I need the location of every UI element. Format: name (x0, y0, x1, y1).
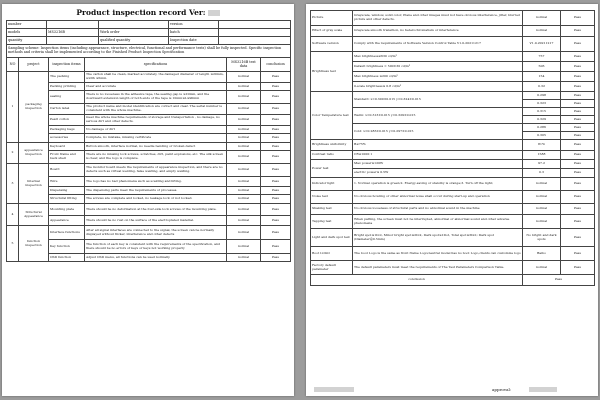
test-data-cell: normal (227, 115, 261, 126)
inspection-item-cell: Appearance (49, 216, 85, 226)
conclusion-row (311, 275, 595, 286)
table-row (311, 169, 595, 178)
specification-cell: Comply with the requirements of Software Version Control Table V1.0-20211217 (353, 37, 523, 52)
inspection-item-cell: Tapping test (311, 215, 353, 229)
approval-footer (312, 387, 592, 393)
meta-cell: quantity (7, 37, 47, 45)
specification-cell: meet the whole machine requirements of storage and transportation , no damage, no serious dirt and other defects. (85, 115, 227, 126)
specification-cell: The carton shall be clean, marked accurately, the damaged diameter or length ≤20mm, width ≤5mm. (85, 72, 227, 83)
table-row (7, 151, 291, 164)
sampling-scheme-text: Sampling scheme: Inspection items (including appearance, structure, electrical, functional and performance tests) shall be fully inspected. Specific inspection methods and criteria shall be implemented according to the Finished Product Inspection Specification (7, 45, 291, 58)
inspection-item-cell: OSD function (49, 254, 85, 262)
document-title (2, 8, 294, 17)
conclusion-cell: Pass (261, 115, 291, 126)
meta-cell (47, 37, 99, 45)
meta-cell (219, 21, 291, 29)
conclusion-cell: Pass (561, 11, 595, 26)
specification-cell: CR≥1000:1 (353, 151, 523, 160)
conclusion-cell: Pass (261, 104, 291, 115)
conclusion-cell: Pass (561, 116, 595, 124)
specification-cell: The product name and model identification are correct and clear. The serial number is consistent with the whole machine. (85, 104, 227, 115)
specification-cell: 1. Normal operation is green;2. Energy-saving or standby is orange;3. Turn off the light; (353, 178, 523, 191)
specification-cell: Default brightness = 500±30 cd/m² (353, 62, 523, 72)
conclusion-cell: Pass (561, 52, 595, 62)
meta-cell (219, 29, 291, 37)
table-row (311, 124, 595, 132)
inspection-item-cell: Pearl cotton (49, 115, 85, 126)
specification-cell: electric power≤ 0.5W (353, 169, 523, 178)
inspection-item-cell: Packing printing (49, 83, 85, 91)
conclusion-cell: Pass (261, 83, 291, 91)
table-row (311, 92, 595, 100)
test-data-cell: normal (523, 204, 561, 215)
test-data-cell: normal (227, 72, 261, 83)
meta-cell (219, 37, 291, 45)
header-no: NO (7, 58, 19, 72)
test-data-cell: 0.329 (523, 116, 561, 124)
table-row (7, 126, 291, 134)
test-data-cell: 506 (523, 62, 561, 72)
test-data-cell: normal (227, 164, 261, 177)
conclusion-cell: Pass (261, 164, 291, 177)
specification-cell: Adjust OSD menu, all functions can be used normally. (85, 254, 227, 262)
conclusion-cell: Pass (561, 82, 595, 92)
specification-cell: The function of each key is consistent with the requirements of the specification, and there should be no errors of keys or keys not working properly (85, 240, 227, 254)
inspection-item-cell: sealing (49, 91, 85, 104)
test-data-cell: normal (227, 195, 261, 204)
inspection-item-cell: Effect of gray scale (311, 26, 353, 37)
specification-cell: 0-scale brightness≤ 0.8 cd/m² (353, 82, 523, 92)
table-row (311, 72, 595, 82)
header-inspection-items: inspection items (49, 58, 85, 72)
conclusion-cell: Pass (261, 187, 291, 195)
conclusion-cell: Pass (261, 177, 291, 187)
inspection-item-cell: Front frame and back shell (49, 151, 85, 164)
header-conclusion: conclusion (261, 58, 291, 72)
table-row (311, 229, 595, 247)
conclusion-cell: Pass (561, 37, 595, 52)
meta-cell: number (7, 21, 47, 29)
test-data-cell: normal (227, 151, 261, 164)
inspection-table-continued (310, 10, 595, 286)
table-row (311, 215, 595, 229)
conclusion-cell: Pass (561, 204, 595, 215)
specification-cell: Grayscale, window, solid color, Plane and other images must not have obvious interference, jitter, blurred picture and other defects. (353, 11, 523, 26)
meta-cell (99, 21, 169, 29)
conclusion-cell: Pass (561, 62, 595, 72)
inspection-item-cell: Power test (311, 160, 353, 178)
inspection-item-cell: Indicator light (311, 178, 353, 191)
specification-cell: No obvious looseness of structural parts and no abnormal sound in the machine (353, 204, 523, 215)
conclusion-cell: Pass (261, 151, 291, 164)
conclusion-cell: Pass (561, 108, 595, 116)
test-data-cell: normal (523, 191, 561, 204)
table-row (311, 204, 595, 215)
table-row (311, 140, 595, 151)
meta-cell: Work order (99, 29, 169, 37)
table-row (7, 104, 291, 115)
inspection-item-cell: Brightness uniformity (311, 140, 353, 151)
table-row (7, 91, 291, 104)
specification-cell: The default parameters must meet the requirements of The Test Parameters Comparison Table. (353, 261, 523, 275)
conclusion-cell: Pass (561, 100, 595, 108)
inspection-item-cell: accessories (49, 134, 85, 143)
inspection-item-cell: Noise test (311, 191, 353, 204)
scheme-row (7, 45, 291, 58)
conclusion-cell: Pass (561, 191, 595, 204)
redacted-version (208, 10, 220, 16)
specification-cell: No obvious howling or other abnormal noise shall occur during start-up and operation (353, 191, 523, 204)
conclusion-label: conclusion (311, 275, 523, 286)
test-data-cell: 757 (523, 52, 561, 62)
project-cell: packaging inspection (19, 72, 49, 143)
test-data-cell: 0.315 (523, 108, 561, 116)
conclusion-value: Pass (523, 275, 595, 286)
conclusion-cell: Pass (261, 216, 291, 226)
test-data-cell: normal (227, 254, 261, 262)
approval-label: approval: (492, 386, 512, 392)
test-data-cell: normal (227, 177, 261, 187)
test-data-cell: normal (523, 215, 561, 229)
conclusion-cell: Pass (561, 178, 595, 191)
row-number: 2 (7, 143, 19, 164)
test-data-cell: 0.286 (523, 124, 561, 132)
test-data-cell: normal (227, 204, 261, 216)
table-row (311, 160, 595, 169)
table-row (7, 143, 291, 151)
specification-cell: B≥75% (353, 140, 523, 151)
meta-cell (47, 21, 99, 29)
conclusion-cell: Pass (561, 124, 595, 132)
project-cell: function inspection (19, 226, 49, 262)
header-test-data: MS3216B test data (227, 58, 261, 72)
inspection-item-cell: Board (49, 164, 85, 177)
test-data-cell: 0.298 (523, 92, 561, 100)
test-data-cell: normal (523, 26, 561, 37)
specification-cell: The logo has no bad phenomena such as scalding and lifting. (85, 177, 227, 187)
inspection-item-cell: Carton label (49, 104, 85, 115)
specification-cell: After all signal interfaces are connected to the signal, the screen can be normally displayed without flicker, interference and other defects (85, 226, 227, 240)
specification-cell: Cold: x=0.283±0.015 y=0.297±0.015 (353, 124, 523, 140)
specification-cell: The boot Logo is the same as front frame Logo;neutral model has no boot Logo,clients can customize logo (353, 247, 523, 261)
test-data-cell: normal (227, 143, 261, 151)
specification-cell: Max brightness ≤200 cd/m² (353, 72, 523, 82)
test-data-cell: 1588 (523, 151, 561, 160)
meta-row (7, 21, 291, 29)
inspection-item-cell: Interface functions (49, 226, 85, 240)
specification-cell: Grayscale smooth transition, no heterochromatism or interference (353, 26, 523, 37)
inspection-item-cell: Mounting plate (49, 204, 85, 216)
conclusion-cell: Pass (261, 134, 291, 143)
row-number: 1 (7, 72, 19, 143)
specification-cell: Warm: x=0.313±0.015 y=0.329±0.015 (353, 108, 523, 124)
table-row (7, 240, 291, 254)
specification-cell: There are no missing lock screws, scratches, dirt, paint explosions, etc. The silk screen is clear, and the logo is complete. (85, 151, 227, 164)
header-specifications: specifications (85, 58, 227, 72)
table-row (7, 164, 291, 177)
specification-cell: Max brightness≥630 cd/m² (353, 52, 523, 62)
header-project: project (19, 58, 49, 72)
row-number: 3 (7, 164, 19, 204)
inspection-item-cell: Shaking test (311, 204, 353, 215)
conclusion-cell: Pass (561, 160, 595, 169)
specification-cell: There should be no rust on the surface of the electroplated material. (85, 216, 227, 226)
conclusion-cell: Pass (261, 240, 291, 254)
row-number: 4 (7, 204, 19, 226)
project-cell: appearance inspection (19, 143, 49, 164)
test-data-cell: 0.323 (523, 100, 561, 108)
test-data-cell: normal (227, 187, 261, 195)
inspection-table (6, 57, 291, 262)
conclusion-cell: Pass (561, 92, 595, 100)
meta-cell: Inspection date (169, 37, 219, 45)
inspection-item-cell: Light and dark spot test (311, 229, 353, 247)
conclusion-cell: Pass (261, 254, 291, 262)
test-data-cell: normal (227, 104, 261, 115)
conclusion-cell: Pass (561, 261, 595, 275)
inspection-item-cell: Color Temperature test (311, 92, 353, 140)
table-row (7, 254, 291, 262)
test-data-cell: normal (227, 91, 261, 104)
specification-cell: The dispensing parts meet the requirements of processes. (85, 187, 227, 195)
redacted-signature (314, 387, 354, 392)
test-data-cell: normal (227, 226, 261, 240)
conclusion-cell: Pass (561, 151, 595, 160)
test-data-cell: V1.0-20211217 (523, 37, 561, 52)
inspection-item-cell: Wire (49, 177, 85, 187)
meta-row (7, 29, 291, 37)
specification-cell: Bright spot≤1Dot, Minor bright spot≤2Dot, Dark spot≤1Dot, Total spot≤3Dot; Dark spot (Diameter@0.5mm) (353, 229, 523, 247)
test-data-cell: normal (523, 11, 561, 26)
table-row (7, 72, 291, 83)
test-data-cell: normal (227, 216, 261, 226)
inspection-item-cell: Boot LOGO (311, 247, 353, 261)
conclusion-cell: Pass (561, 169, 595, 178)
conclusion-cell: Pass (261, 91, 291, 104)
table-row (311, 82, 595, 92)
table-row (7, 195, 291, 204)
conclusion-cell: Pass (561, 215, 595, 229)
test-data-cell: 81% (523, 140, 561, 151)
project-cell: Structural Appearance (19, 204, 49, 226)
specification-cell: Complete, no mistake, missing certificate (85, 134, 227, 143)
specification-cell: Clear and accurate (85, 83, 227, 91)
inspection-item-cell: Picture (311, 11, 353, 26)
inspection-item-cell: Factory default parameter (311, 261, 353, 275)
table-row (7, 226, 291, 240)
inspection-item-cell: Keyboard (49, 143, 85, 151)
conclusion-cell: Pass (261, 143, 291, 151)
specification-cell: Standard: x=0.300±0.015 y=0.324±0.015 (353, 92, 523, 108)
test-data-cell: normal (523, 261, 561, 275)
test-data-cell: No bright and dark spots (523, 229, 561, 247)
specification-cell: There is no looseness in the adhesive tape, the sealing gap is ≤10mm, and the downward extension length of both ends of the tape is 10mm≤L≤90mm (85, 91, 227, 104)
test-data-cell: 0.32 (523, 82, 561, 92)
inspection-item-cell: Dispensing (49, 187, 85, 195)
inspection-item-cell: Key function (49, 240, 85, 254)
table-row (311, 11, 595, 26)
test-data-cell: normal (227, 126, 261, 134)
table-header-row (7, 58, 291, 72)
conclusion-cell: Pass (561, 26, 595, 37)
specification-cell: There should be no deformation at the four-side lock screws of the mounting plate. (85, 204, 227, 216)
specification-cell: Max power≤120W (353, 160, 523, 169)
conclusion-cell: Pass (261, 226, 291, 240)
right-document-page (306, 4, 598, 396)
specification-cell: The monitor board meets the requirements of appearance inspection, and there are no defects such as virtual welding, false welding, and empty welding. (85, 164, 227, 177)
meta-cell: batch (169, 29, 219, 37)
test-data-cell: Baibo (523, 247, 561, 261)
table-row (7, 134, 291, 143)
table-row (7, 216, 291, 226)
table-row (7, 115, 291, 126)
row-number: 5 (7, 226, 19, 262)
test-data-cell: normal (227, 134, 261, 143)
conclusion-cell: Pass (261, 126, 291, 134)
test-data-cell: 154 (523, 72, 561, 82)
test-data-cell: 0.305 (523, 132, 561, 140)
table-row (311, 108, 595, 116)
test-data-cell: 97.2 (523, 160, 561, 169)
title-text: Product inspection record Ver: (76, 8, 206, 17)
conclusion-cell: Pass (561, 72, 595, 82)
table-row (311, 261, 595, 275)
meta-cell: MS3216B (47, 29, 99, 37)
test-data-cell: normal (227, 83, 261, 91)
inspection-item-cell: Contrast ratio (311, 151, 353, 160)
conclusion-cell: Pass (561, 247, 595, 261)
table-row (7, 204, 291, 216)
conclusion-cell: Pass (261, 72, 291, 83)
meta-cell: version (169, 21, 219, 29)
test-data-cell: normal (227, 240, 261, 254)
inspection-item-cell: The packing (49, 72, 85, 83)
specification-cell: When patting, the screen must not be interrupted, abnormal or abnormal sound and other adverse phenomena (353, 215, 523, 229)
conclusion-cell: Pass (561, 132, 595, 140)
test-data-cell: 0.3 (523, 169, 561, 178)
table-row (7, 83, 291, 91)
left-document-page (2, 4, 294, 396)
inspection-item-cell: Packaging bags (49, 126, 85, 134)
specification-cell: The screws are complete and locked, no leakage lock or not locked. (85, 195, 227, 204)
conclusion-cell: Pass (561, 140, 595, 151)
table-row (311, 52, 595, 62)
table-row (7, 177, 291, 187)
meta-row (7, 37, 291, 45)
table-row (311, 247, 595, 261)
project-cell: Internal inspection (19, 164, 49, 204)
specification-cell: No damage or dirt (85, 126, 227, 134)
table-row (311, 26, 595, 37)
conclusion-cell: Pass (261, 204, 291, 216)
table-row (311, 151, 595, 160)
table-row (7, 187, 291, 195)
table-row (311, 37, 595, 52)
meta-cell: qualified quantity (99, 37, 169, 45)
table-row (311, 191, 595, 204)
conclusion-cell: Pass (261, 195, 291, 204)
test-data-cell: normal (523, 178, 561, 191)
specification-cell: Button smooth, interface normal, no needle bending or broken defect (85, 143, 227, 151)
inspection-item-cell: Brightness test (311, 52, 353, 92)
redacted-approver (529, 387, 557, 392)
table-row (311, 178, 595, 191)
table-row (311, 62, 595, 72)
inspection-item-cell: Software version (311, 37, 353, 52)
inspection-item-cell: Structural fitting (49, 195, 85, 204)
meta-cell: models (7, 29, 47, 37)
conclusion-cell: Pass (561, 229, 595, 247)
header-info-table (6, 20, 291, 58)
